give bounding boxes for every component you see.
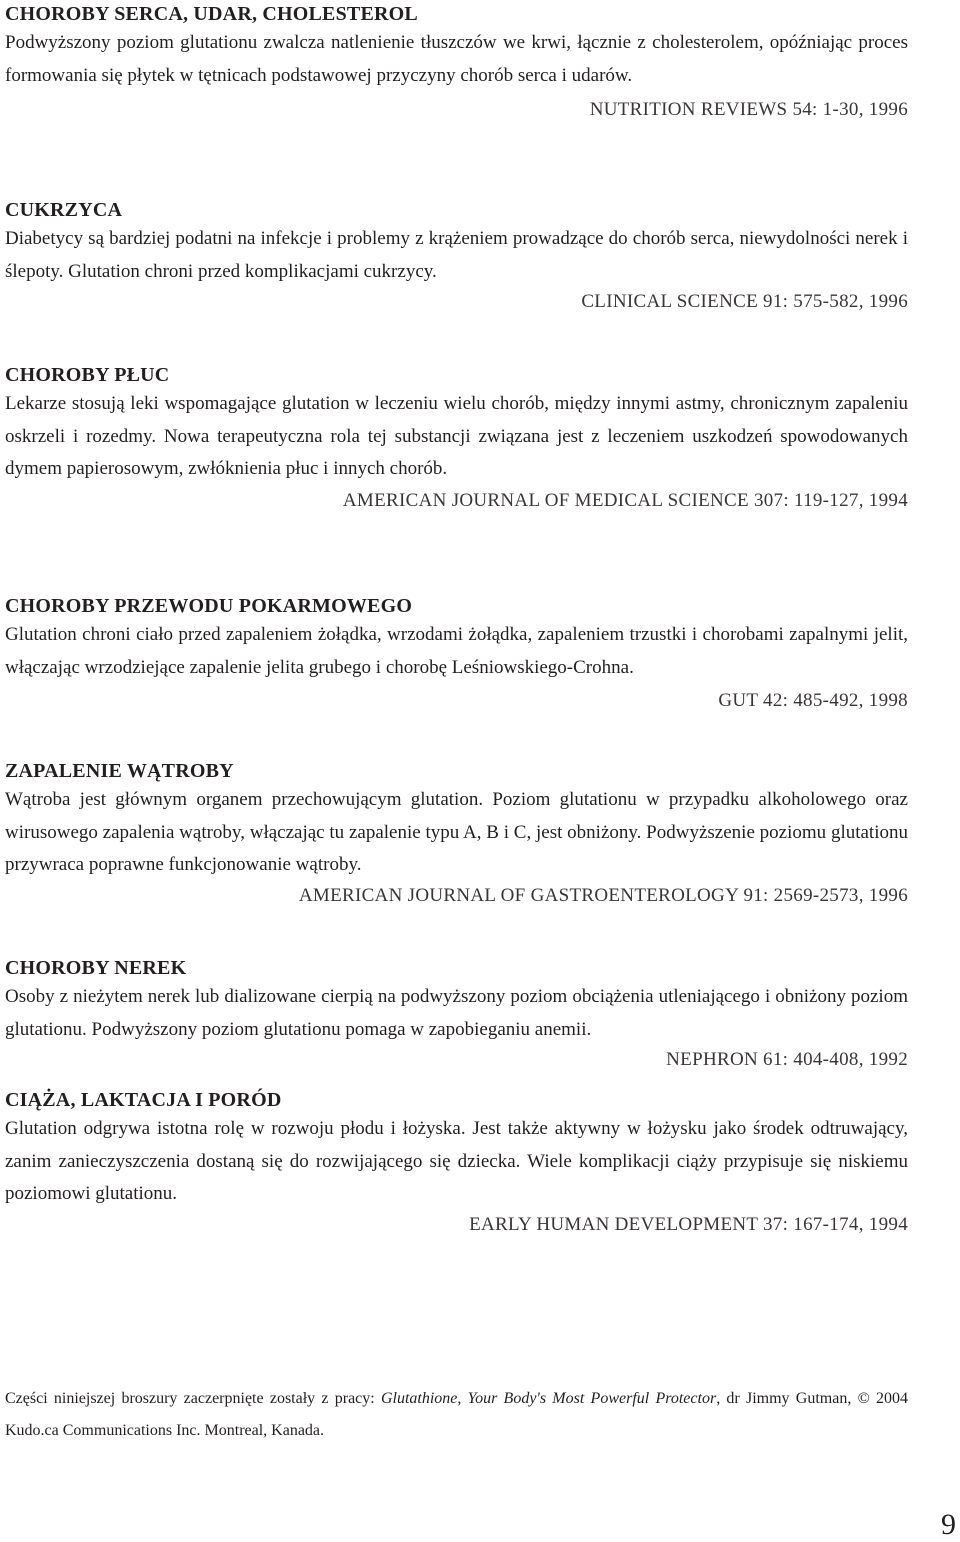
section-body: Osoby z nieżytem nerek lub dializowane cierpią na podwyższony poziom obciążenia utleniającego i obniżony poziom glutationu. Podwyższony poziom glutationu pomaga w zapobieganiu anemii.	[5, 986, 908, 1040]
section-source: NEPHRON 61: 404-408, 1992	[666, 1049, 908, 1070]
section-heading: CUKRZYCA	[5, 199, 123, 221]
section-kidney-disease	[5, 956, 908, 1074]
footer-note	[5, 1383, 908, 1447]
section-hepatitis	[5, 759, 908, 910]
footer-book-title: Glutathione, Your Body's Most Powerful Protector	[380, 1390, 717, 1407]
section-source: GUT 42: 485-492, 1998	[718, 690, 908, 711]
page-number: 9	[941, 1508, 956, 1541]
section-body: Diabetycy są bardziej podatni na infekcje i problemy z krążeniem prowadzące do chorób serca, niewydolności nerek i ślepoty. Glutation chroni przed komplikacjami cukrzycy.	[5, 228, 908, 282]
section-heading: CHOROBY NEREK	[5, 957, 187, 979]
section-heading: CHOROBY PRZEWODU POKARMOWEGO	[5, 595, 413, 617]
section-source: CLINICAL SCIENCE 91: 575-582, 1996	[581, 291, 908, 312]
footer-prefix: Części niniejszej broszury zaczerpnięte zostały z pracy:	[5, 1390, 381, 1407]
section-source: AMERICAN JOURNAL OF GASTROENTEROLOGY 91: 2569-2573, 1996	[298, 884, 908, 906]
section-body: Podwyższony poziom glutationu zwalcza natlenienie tłuszczów we krwi, łącznie z cholesterolem, opóźniając proces formowania się płytek w tętnicach podstawowej przyczyny chorób serca i udarów.	[5, 32, 908, 86]
section-body: Glutation chroni ciało przed zapaleniem żołądka, wrzodami żołądka, zapaleniem trzustki i chorobami zapalnymi jelit, włączając wrzodziejące zapalenie jelita grubego i chorobę Leśniowskiego-Crohna.	[5, 624, 908, 678]
section-source: EARLY HUMAN DEVELOPMENT 37: 167-174, 1994	[469, 1213, 908, 1235]
section-body: Glutation odgrywa istotna rolę w rozwoju płodu i łożyska. Jest także aktywny w łożysku jako środek odtruwający, zanim zanieczyszczenia dostaną się do rozwijającego się dziecka. Wiele komplikacji ciąży przypisuje się niskiemu poziomowi glutationu.	[5, 1118, 908, 1204]
section-heading: CHOROBY SERCA, UDAR, CHOLESTEROL	[5, 3, 418, 25]
section-lung-disease	[5, 363, 908, 515]
section-body: Lekarze stosują leki wspomagające glutation w leczeniu wielu chorób, między innymi astmy, chronicznym zapaleniu oskrzeli i rozedmy. Nowa terapeutyczna rola tej substancji związana jest z leczeniem uszkodzeń spowodowanych dymem papierosowym, zwłóknienia płuc i innych chorób.	[5, 393, 908, 479]
section-source: NUTRITION REVIEWS 54: 1-30, 1996	[589, 99, 908, 120]
section-body: Wątroba jest głównym organem przechowującym glutation. Poziom glutationu w przypadku alkoholowego oraz wirusowego zapalenia wątroby, włączając tu zapalenie typu A, B i C, jest obniżony. Podwyższenie poziomu glutationu przywraca poprawne funkcjonowanie wątroby.	[5, 789, 908, 875]
section-heart-disease	[5, 0, 908, 124]
section-digestive-disease	[5, 594, 908, 715]
footer-suffix: , dr Jimmy Gutman, © 2004 Kudo.ca Communications Inc. Montreal, Kanada.	[5, 1390, 908, 1439]
section-heading: CHOROBY PŁUC	[5, 364, 170, 386]
section-source: AMERICAN JOURNAL OF MEDICAL SCIENCE 307: 119-127, 1994	[342, 489, 908, 511]
section-heading: CIĄŻA, LAKTACJA I PORÓD	[5, 1089, 282, 1111]
section-pregnancy	[5, 1088, 908, 1239]
section-heading: ZAPALENIE WĄTROBY	[5, 760, 234, 782]
section-diabetes	[5, 198, 908, 316]
